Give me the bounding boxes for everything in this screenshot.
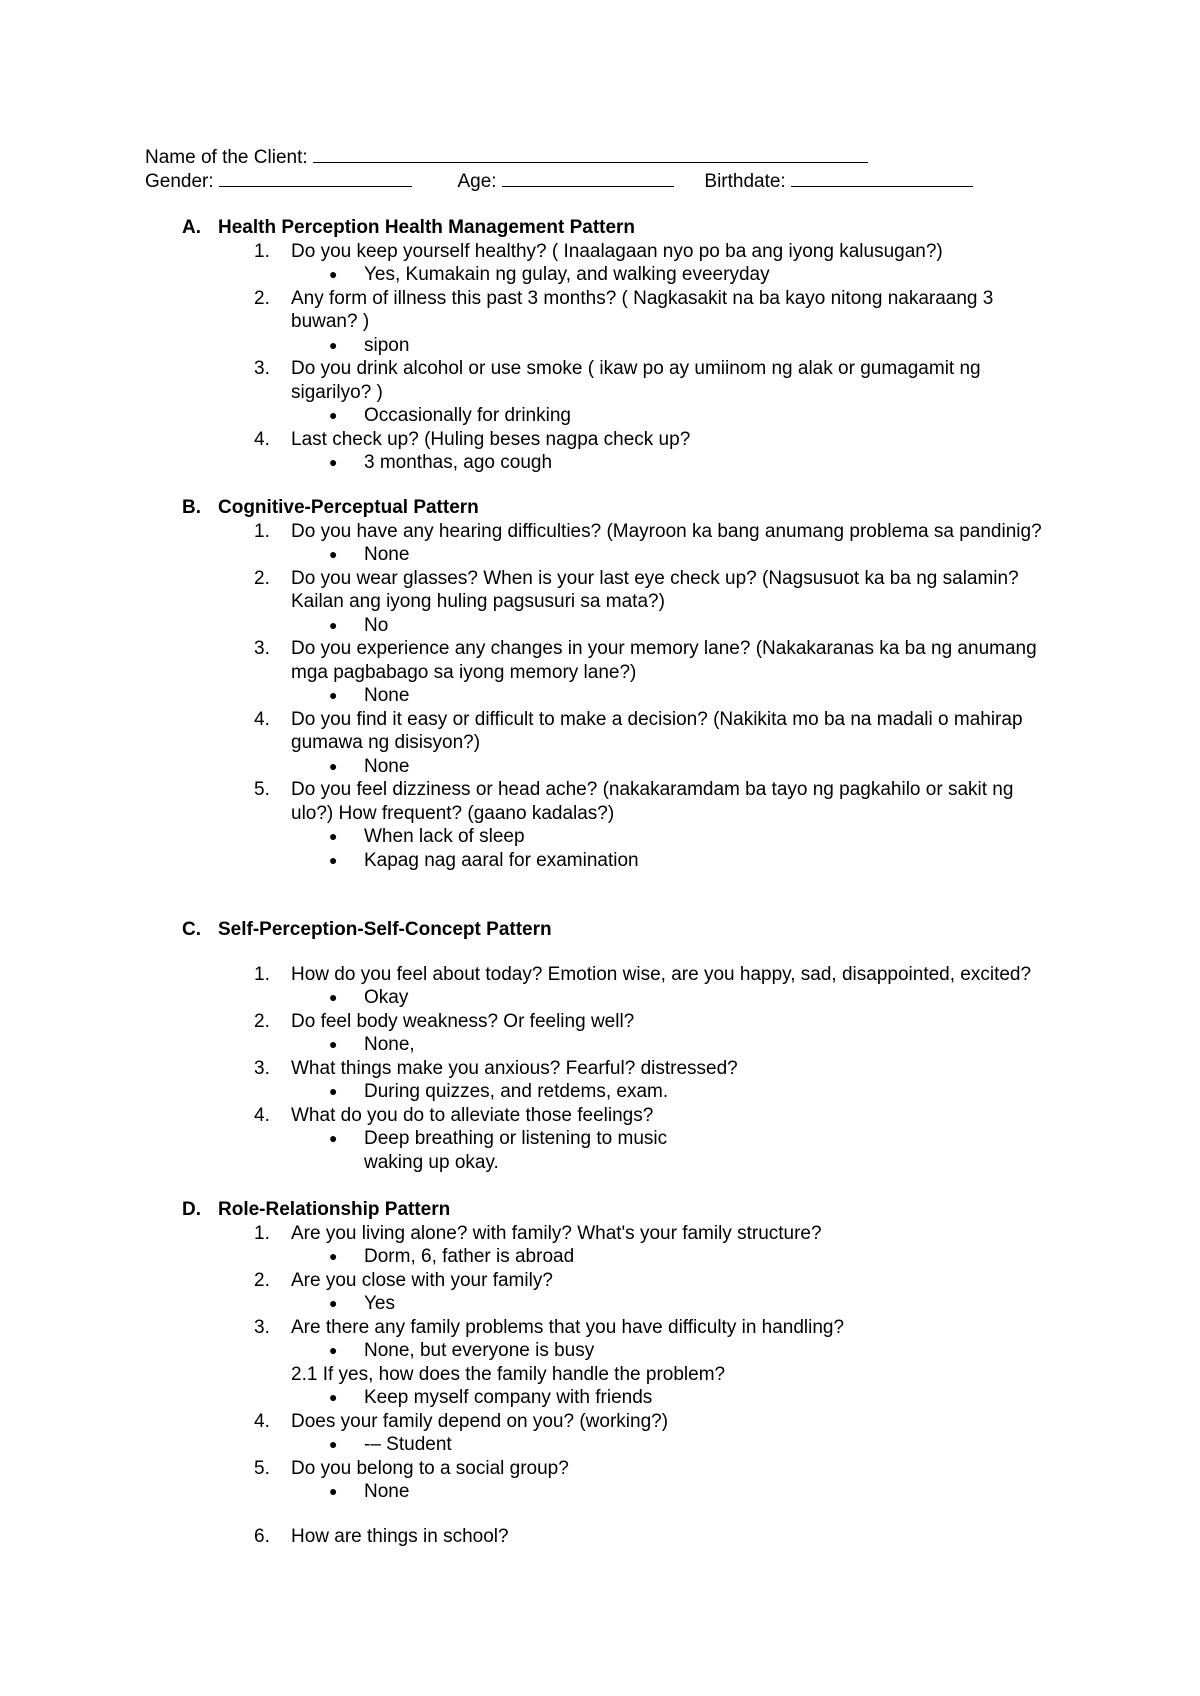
- question-item: [0, 778, 1200, 825]
- question-number: 4.: [254, 1410, 270, 1432]
- answer-continuation: waking up okay.: [364, 1151, 499, 1173]
- client-name-label: Name of the Client:: [145, 147, 308, 168]
- question-number: 1.: [254, 520, 270, 542]
- answer-text: When lack of sleep: [364, 826, 525, 847]
- question-number: 2.: [254, 567, 270, 589]
- question-item: [0, 520, 1200, 544]
- question-text: What do you do to alleviate those feelings?: [291, 1104, 654, 1126]
- answer-item: [0, 849, 1200, 873]
- question-number: 3.: [254, 1057, 270, 1079]
- answer-text: Dorm, 6, father is abroad: [364, 1246, 575, 1267]
- answer-text: None: [364, 1481, 410, 1502]
- question-item: [0, 1222, 1200, 1246]
- answer-text: sipon: [364, 334, 410, 356]
- answer-text: None: [364, 685, 410, 706]
- answer-text: 3 monthas, ago cough: [364, 452, 553, 473]
- bullet-icon: ●: [329, 1342, 338, 1358]
- question-text: Are you close with your family?: [291, 1269, 553, 1291]
- bullet-icon: ●: [329, 1248, 338, 1264]
- question-item: [0, 1057, 1200, 1081]
- client-name-line: [145, 145, 973, 169]
- bullet-icon: ●: [329, 1389, 338, 1405]
- answer-text: Yes, Kumakain ng gulay, and walking eveeryday: [364, 264, 770, 285]
- answer-text: None,: [364, 1034, 415, 1055]
- section-heading: Health Perception Health Management Pattern: [218, 217, 636, 238]
- answer-text: None, but everyone is busy: [364, 1340, 595, 1361]
- section-heading: Cognitive-Perceptual Pattern: [218, 497, 479, 518]
- answer-item: [0, 263, 1200, 287]
- answer-text: None: [364, 544, 410, 565]
- question-text: Do you experience any changes in your memory lane? (Nakakaranas ka ba ng anumang mga pagbabago sa iyong memory lane?): [291, 638, 1037, 683]
- answer-text: No: [364, 614, 389, 636]
- answer-text: Occasionally for drinking: [364, 405, 571, 426]
- question-item: [0, 1363, 1200, 1387]
- bullet-icon: ●: [329, 454, 338, 470]
- bullet-icon: ●: [329, 266, 338, 282]
- bullet-icon: ●: [329, 546, 338, 562]
- answer-text: -– Student: [364, 1434, 452, 1455]
- section-d: [0, 1198, 1200, 1548]
- question-number: 4.: [254, 1104, 270, 1126]
- section-heading: Self-Perception-Self-Concept Pattern: [218, 919, 552, 940]
- bullet-icon: ●: [329, 616, 338, 633]
- birthdate-blank: [791, 169, 973, 187]
- answer-item: [0, 684, 1200, 708]
- question-item: [0, 428, 1200, 452]
- answer-item: [0, 1080, 1200, 1104]
- question-number: 1.: [254, 963, 270, 985]
- answer-item: [0, 334, 1200, 358]
- answer-item: [0, 1292, 1200, 1316]
- bullet-icon: ●: [329, 1295, 338, 1311]
- question-item: [0, 1316, 1200, 1340]
- question-item: [0, 357, 1200, 404]
- answer-text: During quizzes, and retdems, exam.: [364, 1081, 669, 1102]
- bullet-icon: ●: [329, 1083, 338, 1099]
- question-text: How do you feel about today? Emotion wise, are you happy, sad, disappointed, excited?: [291, 963, 1032, 985]
- question-item: [0, 963, 1200, 987]
- question-number: 5.: [254, 1457, 270, 1479]
- question-item: [0, 1269, 1200, 1293]
- bullet-icon: ●: [329, 687, 338, 703]
- question-text: Are there any family problems that you have difficulty in handling?: [291, 1316, 845, 1338]
- answer-item: [0, 1245, 1200, 1269]
- section-a: [0, 216, 1200, 475]
- answer-item: [0, 825, 1200, 849]
- question-text: Do you feel dizziness or head ache? (nakakaramdam ba tayo ng pagkahilo or sakit ng ulo?) How frequent? (gaano kadalas?): [291, 779, 1014, 824]
- answer-item: [0, 1033, 1200, 1057]
- answer-item: [0, 1127, 1200, 1151]
- answer-text: Keep myself company with friends: [364, 1387, 653, 1408]
- section-letter: D.: [182, 1199, 201, 1220]
- question-item: [0, 1010, 1200, 1034]
- gender-label: Gender:: [145, 170, 214, 192]
- answer-item: [0, 1386, 1200, 1410]
- question-text: Are you living alone? with family? What's your family structure?: [291, 1222, 822, 1244]
- bullet-icon: ●: [329, 1436, 338, 1452]
- bullet-icon: ●: [329, 1483, 338, 1499]
- question-item: [0, 1410, 1200, 1434]
- question-text: Do you find it easy or difficult to make a decision? (Nakikita mo ba na madali o mahirap gumawa ng disisyon?): [291, 708, 1023, 753]
- client-info-header: [145, 145, 973, 192]
- question-number: 2.: [254, 1010, 270, 1032]
- question-text: Last check up? (Huling beses nagpa check up?: [291, 428, 691, 450]
- section-heading: Role-Relationship Pattern: [218, 1199, 451, 1220]
- section-letter: A.: [182, 217, 201, 238]
- question-item: [0, 1457, 1200, 1481]
- question-number: 3.: [254, 638, 270, 659]
- answer-item: [0, 451, 1200, 475]
- question-text: Does your family depend on you? (working?): [291, 1410, 669, 1432]
- question-item: [0, 637, 1200, 684]
- bullet-icon: ●: [329, 1036, 338, 1052]
- question-number: 4.: [254, 428, 270, 450]
- birthdate-label: Birthdate:: [704, 170, 786, 192]
- bullet-icon: ●: [329, 757, 338, 774]
- answer-item: [0, 1339, 1200, 1363]
- answer-text: Kapag nag aaral for examination: [364, 849, 639, 871]
- age-label: Age:: [457, 170, 497, 192]
- question-number: 1.: [254, 1222, 270, 1244]
- answer-item: [0, 614, 1200, 638]
- question-text: Do you drink alcohol or use smoke ( ikaw po ay umiinom ng alak or gumagamit ng sigarilyo? ): [291, 358, 981, 403]
- question-item: [0, 567, 1200, 614]
- section-letter: C.: [182, 919, 201, 940]
- question-text: 2.1 If yes, how does the family handle the problem?: [291, 1363, 726, 1385]
- question-item: [0, 1525, 1200, 1549]
- section-title: [0, 216, 1200, 240]
- answer-item: [0, 1480, 1200, 1504]
- section-title: [0, 1198, 1200, 1222]
- question-item: [0, 1104, 1200, 1128]
- section-letter: B.: [182, 497, 201, 518]
- question-number: 3.: [254, 1316, 270, 1338]
- gender-blank: [219, 169, 412, 187]
- answer-text: Okay: [364, 987, 409, 1008]
- answer-text: Deep breathing or listening to music: [364, 1128, 668, 1149]
- question-number: 1.: [254, 240, 270, 262]
- question-number: 4.: [254, 708, 270, 730]
- question-text: Do you keep yourself healthy? ( Inaalagaan nyo po ba ang iyong kalusugan?): [291, 240, 943, 262]
- question-number: 6.: [254, 1525, 270, 1547]
- question-item: [0, 287, 1200, 334]
- question-text: Any form of illness this past 3 months? ( Nagkasakit na ba kayo nitong nakaraang 3 buwan? ): [291, 287, 994, 332]
- question-number: 2.: [254, 1269, 270, 1291]
- question-text: Do you belong to a social group?: [291, 1457, 569, 1479]
- question-text: Do you wear glasses? When is your last eye check up? (Nagsusuot ka ba ng salamin? Kailan ang iyong huling pagsusuri sa mata?): [291, 567, 1019, 612]
- answer-item: [0, 1433, 1200, 1457]
- section-title: [0, 918, 1200, 942]
- question-number: 5.: [254, 779, 270, 800]
- question-number: 2.: [254, 287, 270, 309]
- bullet-icon: ●: [329, 828, 338, 844]
- answer-item: [0, 404, 1200, 428]
- section-title: [0, 496, 1200, 520]
- question-item: [0, 708, 1200, 755]
- question-text: How are things in school?: [291, 1525, 509, 1547]
- question-number: 3.: [254, 358, 270, 379]
- age-blank: [502, 169, 674, 187]
- bullet-icon: ●: [329, 336, 338, 353]
- client-name-blank: [313, 145, 868, 163]
- bullet-icon: ●: [329, 989, 338, 1005]
- answer-item: [0, 755, 1200, 779]
- question-text: Do feel body weakness? Or feeling well?: [291, 1010, 635, 1032]
- answer-item: [0, 986, 1200, 1010]
- demographics-line: [145, 169, 973, 193]
- answer-text: Yes: [364, 1293, 395, 1314]
- section-b: [0, 496, 1200, 872]
- answer-item: [0, 543, 1200, 567]
- question-item: [0, 240, 1200, 264]
- answer-text: None: [364, 755, 410, 777]
- bullet-icon: ●: [329, 1130, 338, 1146]
- question-text: What things make you anxious? Fearful? distressed?: [291, 1057, 738, 1079]
- section-c: [0, 918, 1200, 1174]
- bullet-icon: ●: [329, 851, 338, 868]
- question-text: Do you have any hearing difficulties? (Mayroon ka bang anumang problema sa pandinig?: [291, 520, 1042, 542]
- bullet-icon: ●: [329, 407, 338, 423]
